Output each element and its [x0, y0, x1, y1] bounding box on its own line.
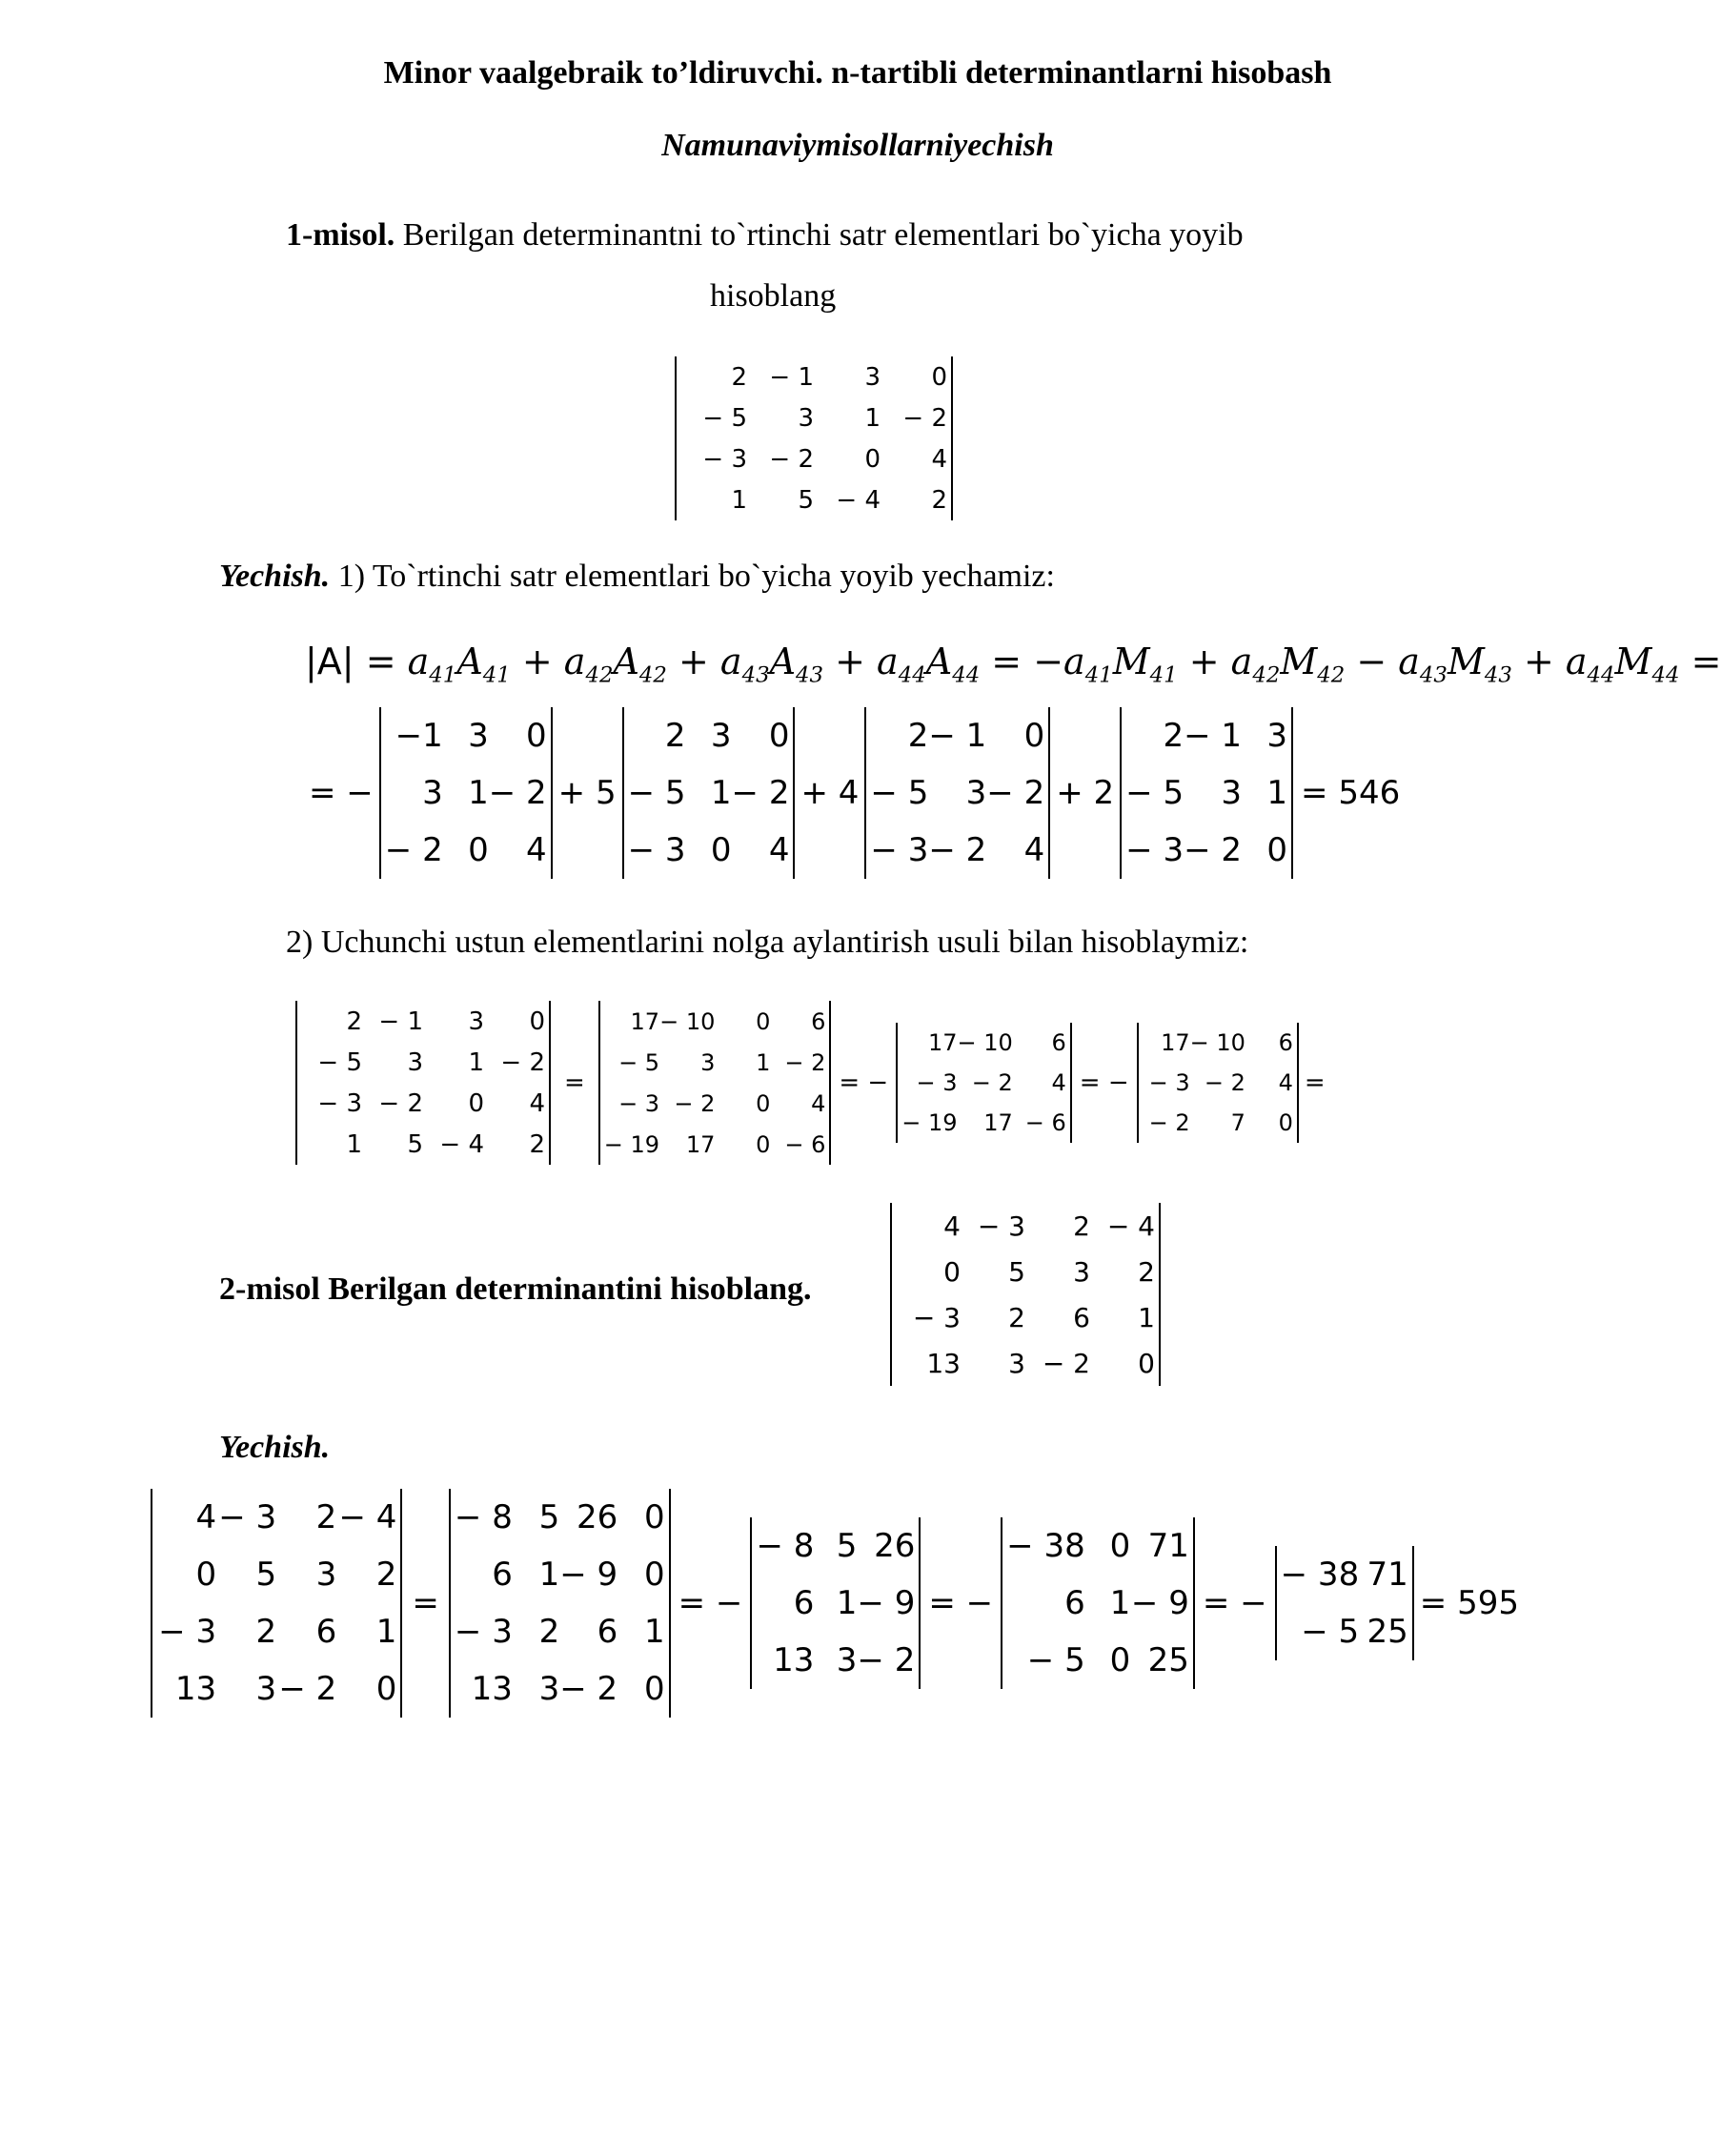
matrix-cell: 2	[315, 1498, 337, 1536]
matrix-cell: 0	[468, 1088, 484, 1118]
matrix-cell: 4	[811, 1089, 826, 1117]
operator: = −	[1202, 1584, 1267, 1622]
matrix-row	[896, 1340, 1155, 1386]
matrix-cell: − 3	[912, 1301, 961, 1333]
matrix-cell: − 3	[618, 1089, 660, 1117]
matrix-cell: 3	[255, 1670, 277, 1708]
step-1-text: 1) To`rtinchi satr elementlari bo`yicha yoyib yechamiz:	[330, 559, 1055, 594]
matrix-row	[628, 764, 790, 822]
matrix-cell: 5	[798, 485, 814, 515]
matrix-cell: 0	[768, 717, 790, 755]
matrix-cell: − 2	[971, 1069, 1013, 1096]
matrix-cell: 17	[1161, 1029, 1190, 1056]
matrix-cell: − 2	[1204, 1069, 1245, 1096]
matrix-cell: 3	[1221, 774, 1243, 812]
matrix-cell: 2	[1163, 717, 1184, 755]
matrix-cell: 17	[983, 1109, 1013, 1136]
matrix-cell: 7	[1230, 1109, 1245, 1136]
matrix-cell: − 2	[384, 831, 443, 869]
solution-2-label: Yechish.	[219, 1430, 331, 1465]
matrix-cell: 71	[1147, 1527, 1189, 1565]
matrix-row	[156, 1660, 396, 1718]
matrix-row	[756, 1632, 915, 1689]
matrix-cell: 4	[943, 1210, 961, 1242]
example-2-statement: 2-misol Berilgan determinantini hisoblang.	[219, 1271, 812, 1307]
determinant	[1001, 1517, 1195, 1689]
matrix-cell: − 3	[1125, 831, 1184, 869]
determinant	[1120, 707, 1293, 879]
matrix-cell: − 10	[1189, 1029, 1245, 1056]
matrix-cell: 6	[315, 1613, 337, 1651]
matrix-cell: − 2	[902, 403, 947, 433]
matrix-cell: 1	[710, 774, 732, 812]
matrix-row	[1125, 707, 1287, 764]
matrix-cell: − 6	[784, 1130, 826, 1158]
matrix-row	[385, 764, 547, 822]
matrix-cell: − 2	[784, 1048, 826, 1076]
matrix-cell: 1	[375, 1613, 397, 1651]
matrix-cell: 4	[1278, 1069, 1293, 1096]
matrix-cell: 3	[700, 1048, 716, 1076]
matrix-cell: − 3	[1148, 1069, 1190, 1096]
matrix-cell: 4	[1023, 831, 1045, 869]
example-1-statement	[286, 217, 1391, 254]
matrix-cell: 2	[664, 717, 686, 755]
matrix-cell: 2	[255, 1613, 277, 1651]
matrix-row	[680, 438, 947, 479]
matrix-row	[156, 1489, 396, 1546]
operator: =	[1304, 1068, 1326, 1097]
matrix-cell: 3	[798, 403, 814, 433]
matrix-row	[896, 1294, 1155, 1340]
matrix-cell: − 1	[928, 717, 987, 755]
matrix-cell: 5	[255, 1556, 277, 1594]
matrix-row	[680, 356, 947, 397]
matrix-cell: 26	[576, 1498, 618, 1536]
matrix-cell: 4	[526, 831, 547, 869]
matrix-cell: − 2	[1184, 831, 1243, 869]
matrix-row	[301, 1001, 545, 1042]
determinant	[295, 1001, 551, 1165]
determinant	[151, 1489, 402, 1718]
determinant	[890, 1203, 1161, 1386]
matrix-cell: − 5	[1125, 774, 1184, 812]
equals-sign: =	[365, 641, 396, 682]
matrix-row	[301, 1083, 545, 1124]
matrix-cell: 1	[346, 1129, 362, 1159]
determinant	[864, 707, 1050, 879]
matrix-cell: 1	[538, 1556, 560, 1594]
matrix-cell: 6	[1073, 1301, 1090, 1333]
matrix-cell: − 2	[488, 774, 547, 812]
matrix-row	[901, 1103, 1066, 1143]
matrix-cell: − 5	[1301, 1613, 1360, 1651]
matrix-cell: 13	[174, 1670, 217, 1708]
example-2-chain	[151, 1489, 1525, 1718]
matrix-cell: − 2	[1042, 1347, 1090, 1379]
matrix-row	[455, 1489, 665, 1546]
operator: = 595	[1419, 1584, 1519, 1622]
formula-terms: $a_{41}A_{41} + a_{42}A_{42} + a_{43}A_{43} + a_{44}A_{44} = -a_{41}M_{41} + a_{42}M_{42} - a_{43}M_{43} + a_{44}M_{44}$ =	[407, 641, 1721, 688]
matrix-cell: 25	[1367, 1613, 1408, 1651]
determinant	[598, 1001, 832, 1165]
matrix-cell: 6	[1051, 1029, 1066, 1056]
matrix-cell: 0	[1109, 1527, 1131, 1565]
matrix-cell: − 4	[1106, 1210, 1155, 1242]
matrix-cell: 2	[1138, 1255, 1155, 1288]
matrix-cell: − 2	[278, 1670, 337, 1708]
matrix-row	[1281, 1603, 1408, 1660]
matrix-cell: − 3	[317, 1088, 362, 1118]
matrix-cell: 0	[756, 1089, 771, 1117]
matrix-row	[301, 1124, 545, 1165]
matrix-cell: 1	[468, 774, 489, 812]
matrix-cell: 5	[407, 1129, 423, 1159]
matrix-cell: 2	[931, 485, 947, 515]
matrix-cell: −1	[395, 717, 443, 755]
matrix-cell: − 5	[702, 403, 747, 433]
operator: =	[564, 1068, 585, 1097]
matrix-cell: − 10	[659, 1007, 716, 1035]
matrix-row	[455, 1546, 665, 1603]
matrix-row	[156, 1603, 396, 1660]
matrix-row	[901, 1023, 1066, 1063]
matrix-cell: − 2	[769, 444, 814, 474]
matrix-cell: − 5	[1026, 1641, 1085, 1679]
matrix-cell: 0	[864, 444, 881, 474]
matrix-row	[896, 1203, 1155, 1249]
matrix-row	[604, 1124, 826, 1165]
matrix-cell: 2	[375, 1556, 397, 1594]
matrix-cell: 1	[864, 403, 881, 433]
matrix-cell: − 5	[627, 774, 686, 812]
matrix-cell: 17	[630, 1007, 660, 1035]
operator: = −	[839, 1068, 889, 1097]
matrix-cell: 3	[468, 1007, 484, 1036]
matrix-cell: − 3	[870, 831, 929, 869]
matrix-cell: − 2	[928, 831, 987, 869]
matrix-row	[870, 764, 1044, 822]
matrix-cell: 6	[811, 1007, 826, 1035]
matrix-cell: 2	[1073, 1210, 1090, 1242]
matrix-cell: − 1	[769, 362, 814, 392]
matrix-cell: 0	[710, 831, 732, 869]
matrix-row	[604, 1042, 826, 1083]
matrix-cell: − 3	[977, 1210, 1025, 1242]
matrix-cell: 2	[529, 1129, 545, 1159]
expansion-minors	[303, 707, 1407, 879]
matrix-row	[901, 1063, 1066, 1103]
matrix-row	[870, 822, 1044, 879]
example-1-matrix	[675, 356, 953, 525]
matrix-cell: − 2	[559, 1670, 618, 1708]
matrix-cell: − 10	[957, 1029, 1013, 1056]
matrix-cell: 4	[931, 444, 947, 474]
matrix-cell: 6	[597, 1613, 618, 1651]
matrix-row	[870, 707, 1044, 764]
expansion-formula	[305, 641, 1721, 688]
matrix-cell: 6	[793, 1584, 815, 1622]
matrix-cell: − 9	[1130, 1584, 1189, 1622]
matrix-cell: 0	[1109, 1641, 1131, 1679]
matrix-cell: 2	[731, 362, 747, 392]
matrix-cell: 3	[315, 1556, 337, 1594]
matrix-cell: 3	[1266, 717, 1288, 755]
solution-label: Yechish.	[219, 559, 331, 594]
matrix-cell: 3	[468, 717, 489, 755]
matrix-cell: 2	[907, 717, 929, 755]
matrix-cell: − 2	[857, 1641, 916, 1679]
matrix-cell: 4	[768, 831, 790, 869]
matrix-cell: 0	[756, 1007, 771, 1035]
matrix-cell: 0	[644, 1670, 665, 1708]
matrix-cell: 17	[685, 1130, 716, 1158]
operator: =	[412, 1584, 439, 1622]
matrix-cell: − 2	[674, 1089, 716, 1117]
matrix-cell: − 3	[627, 831, 686, 869]
matrix-cell: − 8	[756, 1527, 815, 1565]
matrix-cell: − 4	[338, 1498, 397, 1536]
matrix-cell: 3	[422, 774, 443, 812]
matrix-cell: 3	[864, 362, 881, 392]
step-2-text: 2) Uchunchi ustun elementlarini nolga aylantirish usuli bilan hisoblaymiz:	[286, 925, 1249, 960]
matrix-row	[1125, 822, 1287, 879]
step-2-chain	[295, 1001, 1331, 1165]
matrix-cell: − 4	[836, 485, 881, 515]
matrix-cell: 4	[1051, 1069, 1066, 1096]
matrix-row	[455, 1660, 665, 1718]
determinant	[622, 707, 796, 879]
matrix-cell: 4	[529, 1088, 545, 1118]
solution-1-step-1	[219, 559, 1055, 595]
matrix-cell: − 2	[731, 774, 790, 812]
operator: + 4	[800, 774, 860, 812]
matrix-cell: 5	[1008, 1255, 1025, 1288]
matrix-row	[156, 1546, 396, 1603]
matrix-cell: 0	[529, 1007, 545, 1036]
matrix-cell: 0	[943, 1255, 961, 1288]
matrix-row	[1006, 1632, 1189, 1689]
matrix-cell: 5	[836, 1527, 858, 1565]
determinant	[449, 1489, 671, 1718]
matrix-cell: 13	[926, 1347, 961, 1379]
matrix-cell: − 9	[857, 1584, 916, 1622]
matrix-cell: − 9	[559, 1556, 618, 1594]
operator: = 546	[1301, 774, 1401, 812]
matrix-cell: 0	[644, 1556, 665, 1594]
matrix-cell: 0	[375, 1670, 397, 1708]
matrix-cell: 3	[407, 1047, 423, 1077]
page-subtitle: Namunaviymisollarniyechish	[661, 128, 1054, 163]
example-1-text-cont: hisoblang	[710, 278, 837, 314]
matrix-row	[1125, 764, 1287, 822]
matrix-cell: 0	[756, 1130, 771, 1158]
matrix-row	[604, 1083, 826, 1124]
matrix-row	[1281, 1546, 1408, 1603]
matrix-row	[1006, 1575, 1189, 1632]
matrix-cell: 6	[1278, 1029, 1293, 1056]
matrix-cell: − 3	[916, 1069, 958, 1096]
matrix-cell: 1	[756, 1048, 771, 1076]
example-2-matrix	[890, 1203, 1161, 1391]
matrix-cell: − 19	[901, 1109, 958, 1136]
matrix-row	[628, 707, 790, 764]
operator: = −	[1079, 1068, 1129, 1097]
matrix-cell: 1	[1138, 1301, 1155, 1333]
matrix-cell: 2	[1008, 1301, 1025, 1333]
matrix-cell: 0	[1266, 831, 1288, 869]
matrix-cell: 0	[526, 717, 547, 755]
matrix-cell: − 5	[618, 1048, 660, 1076]
matrix-cell: 71	[1367, 1556, 1408, 1594]
matrix-cell: 17	[927, 1029, 958, 1056]
matrix-cell: 1	[836, 1584, 858, 1622]
matrix-cell: 25	[1147, 1641, 1189, 1679]
matrix-cell: − 38	[1006, 1527, 1085, 1565]
matrix-cell: − 3	[218, 1498, 277, 1536]
operator: + 5	[557, 774, 617, 812]
matrix-cell: − 6	[1024, 1109, 1066, 1136]
matrix-cell: − 8	[454, 1498, 513, 1536]
matrix-cell: 5	[538, 1498, 560, 1536]
matrix-row	[604, 1001, 826, 1042]
matrix-row	[680, 479, 947, 520]
matrix-cell: − 2	[378, 1088, 423, 1118]
matrix-cell: − 2	[986, 774, 1045, 812]
matrix-row	[1006, 1517, 1189, 1575]
matrix-row	[385, 707, 547, 764]
matrix-cell: 0	[1278, 1109, 1293, 1136]
determinant	[1275, 1546, 1414, 1660]
determinant	[896, 1023, 1072, 1143]
determinant	[675, 356, 953, 520]
matrix-cell: 0	[468, 831, 489, 869]
matrix-row	[756, 1517, 915, 1575]
matrix-cell: 0	[931, 362, 947, 392]
matrix-cell: 13	[773, 1641, 815, 1679]
matrix-cell: 6	[1064, 1584, 1085, 1622]
matrix-cell: − 4	[439, 1129, 484, 1159]
matrix-cell: − 5	[317, 1047, 362, 1077]
matrix-cell: − 5	[870, 774, 929, 812]
page-title: Minor vaalgebraik to’ldiruvchi. n-tartibli determinantlarni hisobash	[383, 55, 1332, 91]
matrix-cell: 2	[346, 1007, 362, 1036]
matrix-cell: 6	[492, 1556, 513, 1594]
matrix-cell: 3	[1008, 1347, 1025, 1379]
matrix-row	[1143, 1103, 1293, 1143]
matrix-row	[301, 1042, 545, 1083]
matrix-cell: 4	[195, 1498, 217, 1536]
matrix-cell: 3	[710, 717, 732, 755]
det-a: |A|	[305, 641, 354, 682]
matrix-cell: 2	[538, 1613, 560, 1651]
matrix-row	[455, 1603, 665, 1660]
matrix-cell: 3	[965, 774, 987, 812]
matrix-row	[680, 397, 947, 438]
matrix-cell: − 19	[603, 1130, 660, 1158]
matrix-cell: 0	[195, 1556, 217, 1594]
matrix-cell: 1	[468, 1047, 484, 1077]
matrix-row	[756, 1575, 915, 1632]
matrix-cell: 26	[874, 1527, 916, 1565]
matrix-cell: 1	[1266, 774, 1288, 812]
determinant	[379, 707, 553, 879]
matrix-cell: 0	[1023, 717, 1045, 755]
operator: = −	[928, 1584, 994, 1622]
matrix-cell: − 1	[1184, 717, 1243, 755]
example-1-text: Berilgan determinantni to`rtinchi satr elementlari bo`yicha yoyib	[395, 217, 1244, 253]
matrix-cell: − 38	[1280, 1556, 1360, 1594]
matrix-cell: 3	[1073, 1255, 1090, 1288]
matrix-cell: 1	[644, 1613, 665, 1651]
matrix-cell: − 3	[702, 444, 747, 474]
operator: + 2	[1056, 774, 1115, 812]
matrix-cell: − 2	[500, 1047, 545, 1077]
matrix-cell: 0	[1138, 1347, 1155, 1379]
matrix-row	[1143, 1023, 1293, 1063]
determinant	[1137, 1023, 1299, 1143]
matrix-row	[896, 1249, 1155, 1294]
matrix-cell: 1	[731, 485, 747, 515]
matrix-cell: − 2	[1148, 1109, 1190, 1136]
matrix-row	[385, 822, 547, 879]
matrix-cell: 1	[1109, 1584, 1131, 1622]
determinant	[750, 1517, 921, 1689]
matrix-cell: − 3	[454, 1613, 513, 1651]
matrix-row	[1143, 1063, 1293, 1103]
matrix-cell: 3	[538, 1670, 560, 1708]
matrix-cell: 0	[644, 1498, 665, 1536]
matrix-cell: − 3	[158, 1613, 217, 1651]
matrix-row	[628, 822, 790, 879]
matrix-cell: 13	[471, 1670, 513, 1708]
example-1-label: 1-misol.	[286, 217, 395, 253]
matrix-cell: − 1	[378, 1007, 423, 1036]
operator: = −	[309, 774, 374, 812]
operator: = −	[678, 1584, 743, 1622]
matrix-cell: 3	[836, 1641, 858, 1679]
